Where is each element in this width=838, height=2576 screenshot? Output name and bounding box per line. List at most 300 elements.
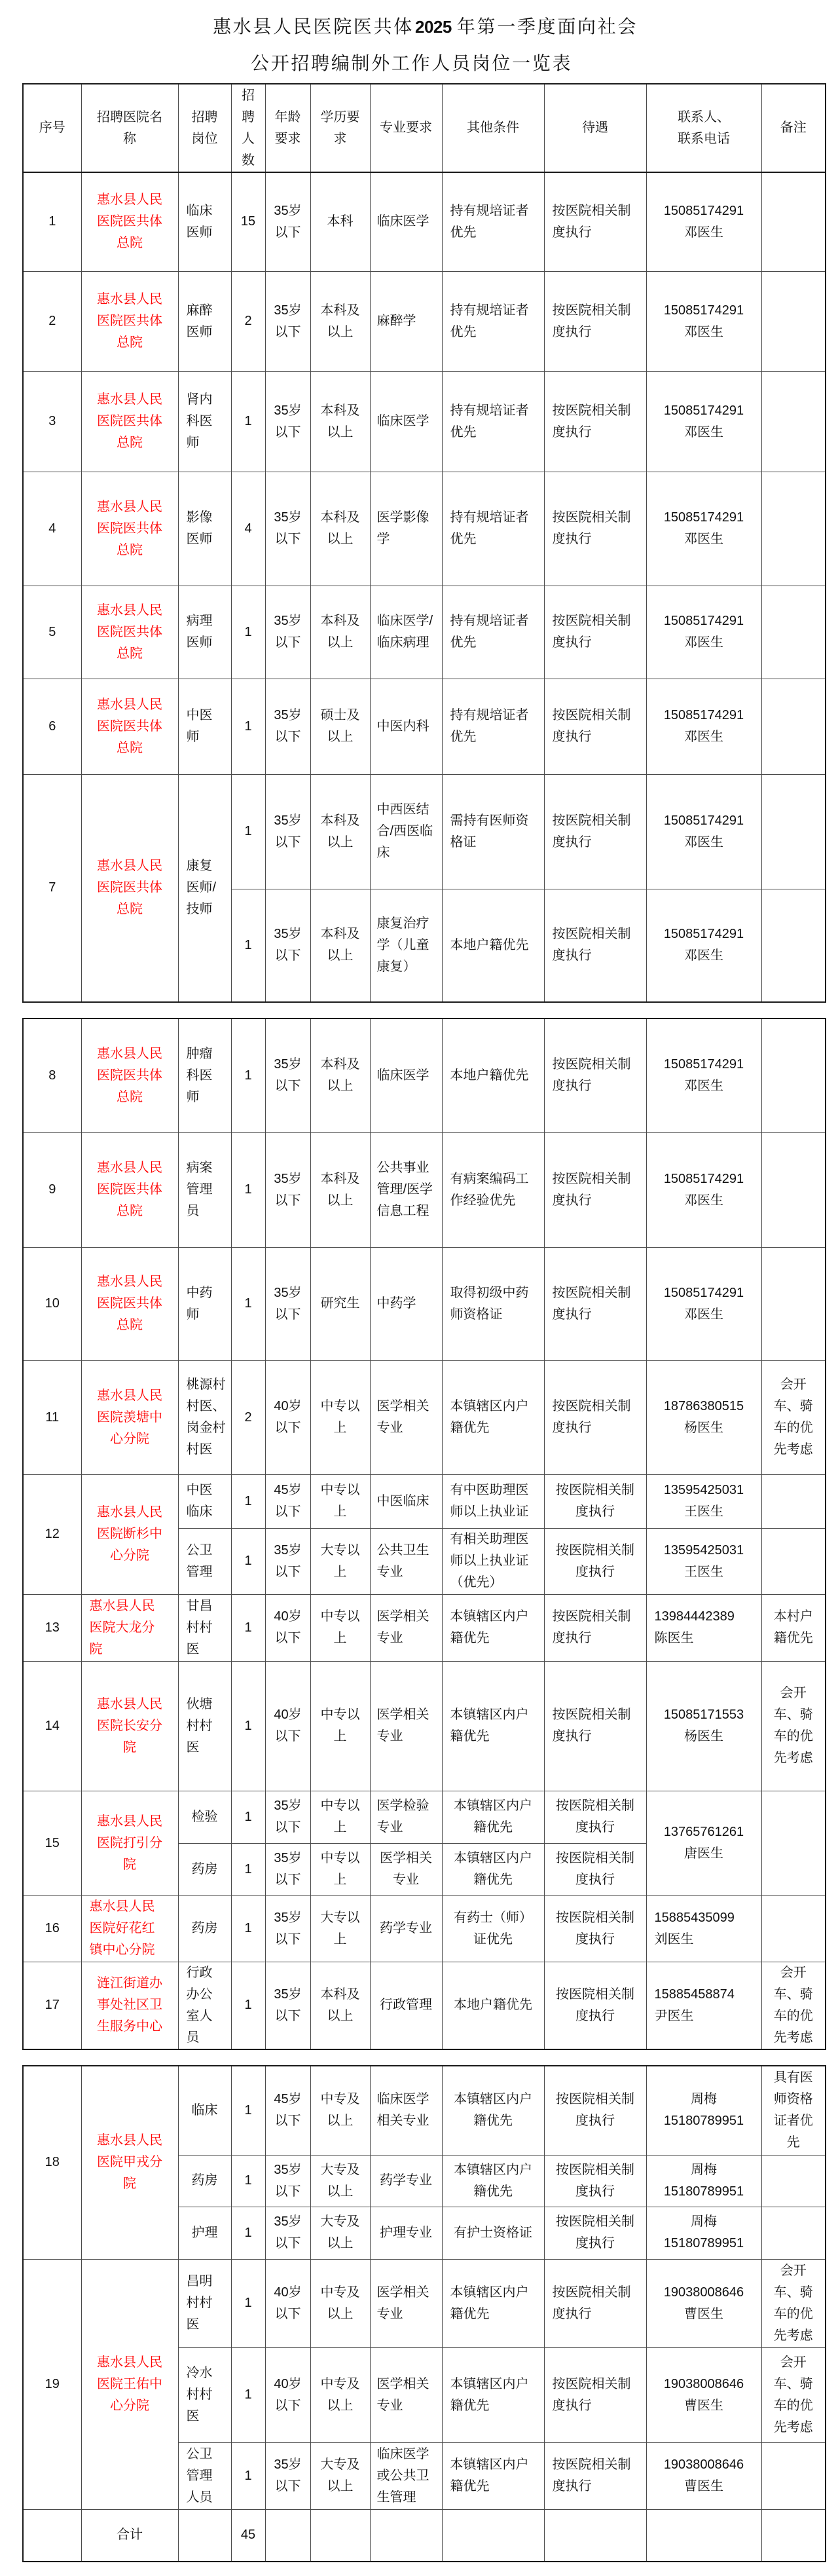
hospital-cell: 惠水县人民医院医共体总院 [81, 1247, 178, 1360]
contact-cell [646, 1132, 761, 1247]
count-cell: 1 [231, 1962, 265, 2049]
major-cell: 康复治疗学（儿童康复） [370, 889, 442, 1002]
contact-name: 曹医生 [684, 2479, 723, 2493]
seq-cell: 18 [23, 2066, 81, 2259]
contact-cell [646, 1474, 761, 1528]
position-cell: 病案管理员 [178, 1132, 231, 1247]
treatment-cell: 按医院相关制度执行 [544, 1843, 646, 1895]
total-row [23, 2509, 826, 2562]
remark-cell [761, 1247, 826, 1360]
contact-cell [646, 1895, 761, 1962]
position-cell: 肾内科医师 [178, 371, 231, 472]
count-cell: 1 [231, 2207, 265, 2259]
treatment-cell: 按医院相关制度执行 [544, 1018, 646, 1132]
contact-cell [646, 472, 761, 586]
table-header-row [23, 84, 826, 172]
contact-phone: 13765761261 [663, 1825, 744, 1839]
education-cell: 中专及以上 [310, 2066, 370, 2155]
other-conditions-cell: 有药士（师）证优先 [442, 1895, 544, 1962]
total-empty-cell [310, 2509, 370, 2562]
age-cell: 35岁以下 [265, 774, 310, 889]
seq-cell: 9 [23, 1132, 81, 1247]
age-cell: 35岁以下 [265, 1528, 310, 1594]
position-cell: 临床 [178, 2066, 231, 2155]
education-cell: 大专及以上 [310, 2442, 370, 2509]
education-cell: 大专及以上 [310, 2207, 370, 2259]
header-treatment: 待遇 [544, 84, 646, 172]
table-row [23, 774, 826, 889]
total-label: 合计 [81, 2509, 178, 2562]
major-cell: 中药学 [370, 1247, 442, 1360]
count-cell: 1 [231, 1247, 265, 1360]
hospital-cell: 惠水县人民医院好花红镇中心分院 [81, 1895, 178, 1962]
age-cell: 45岁以下 [265, 1474, 310, 1528]
contact-name: 邓医生 [684, 532, 723, 546]
contact-name: 邓医生 [684, 1079, 723, 1094]
education-cell: 大专及以上 [310, 2155, 370, 2207]
other-conditions-cell: 本镇辖区内户籍优先 [442, 1791, 544, 1843]
contact-name: 邓医生 [684, 1307, 723, 1322]
header-contact-phone: 联系电话 [678, 131, 730, 146]
table-row [23, 1791, 826, 1843]
remark-cell [761, 889, 826, 1002]
major-cell: 中西医结合/西医临床 [370, 774, 442, 889]
position-cell: 伙塘村村医 [178, 1661, 231, 1791]
treatment-cell: 按医院相关制度执行 [544, 2207, 646, 2259]
header-contact [646, 84, 761, 172]
major-cell: 医学相关专业 [370, 1661, 442, 1791]
count-cell: 1 [231, 1528, 265, 1594]
total-seq-cell [23, 2509, 81, 2562]
remark-cell: 会开车、骑车的优先考虑 [761, 1661, 826, 1791]
remark-cell: 会开车、骑车的优先考虑 [761, 1962, 826, 2049]
header-contact-person: 联系人、 [678, 109, 730, 124]
other-conditions-cell: 本地户籍优先 [442, 889, 544, 1002]
contact-cell [646, 1018, 761, 1132]
remark-cell [761, 1791, 826, 1895]
page-title [213, 16, 638, 39]
total-empty-cell [265, 2509, 310, 2562]
contact-cell [646, 2442, 761, 2509]
contact-phone: 15180789951 [663, 2236, 744, 2250]
age-cell: 35岁以下 [265, 1962, 310, 2049]
remark-cell [761, 774, 826, 889]
other-conditions-cell: 持有规培证者优先 [442, 586, 544, 679]
treatment-cell: 按医院相关制度执行 [544, 1360, 646, 1474]
contact-cell [646, 1360, 761, 1474]
treatment-cell: 按医院相关制度执行 [544, 2155, 646, 2207]
major-cell: 临床医学 [370, 1018, 442, 1132]
contact-cell [646, 2207, 761, 2259]
contact-cell [646, 2066, 761, 2155]
education-cell: 硕士及以上 [310, 679, 370, 774]
position-cell: 康复医师/技师 [178, 774, 231, 1002]
major-cell: 公共卫生专业 [370, 1528, 442, 1594]
table-row [23, 1360, 826, 1474]
age-cell: 40岁以下 [265, 1360, 310, 1474]
education-cell: 本科 [310, 172, 370, 271]
contact-cell [646, 1661, 761, 1791]
hospital-cell: 惠水县人民医院大龙分院 [81, 1594, 178, 1661]
table-row [23, 172, 826, 271]
age-cell: 35岁以下 [265, 1132, 310, 1247]
hospital-cell: 惠水县人民医院医共体总院 [81, 586, 178, 679]
contact-cell [646, 2259, 761, 2347]
age-cell: 35岁以下 [265, 172, 310, 271]
header-remark: 备注 [761, 84, 826, 172]
count-cell: 1 [231, 1895, 265, 1962]
age-cell: 35岁以下 [265, 2155, 310, 2207]
remark-cell [761, 679, 826, 774]
contact-phone: 15085174291 [663, 708, 744, 722]
total-empty-cell [370, 2509, 442, 2562]
age-cell: 40岁以下 [265, 1661, 310, 1791]
age-cell: 35岁以下 [265, 1843, 310, 1895]
position-cell: 桃源村村医、岗金村村医 [178, 1360, 231, 1474]
positions-table-part-3 [22, 2065, 826, 2562]
contact-cell [646, 679, 761, 774]
major-cell: 临床医学 [370, 172, 442, 271]
education-cell: 研究生 [310, 1247, 370, 1360]
contact-name: 邓医生 [684, 424, 723, 439]
hospital-cell: 惠水县人民医院医共体总院 [81, 679, 178, 774]
contact-phone: 15180789951 [663, 2184, 744, 2199]
age-cell: 35岁以下 [265, 1791, 310, 1843]
treatment-cell: 按医院相关制度执行 [544, 1594, 646, 1661]
total-empty-cell [761, 2509, 826, 2562]
other-conditions-cell: 本镇辖区内户籍优先 [442, 2155, 544, 2207]
contact-cell [646, 1791, 761, 1895]
education-cell: 本科及以上 [310, 1962, 370, 2049]
header-other: 其他条件 [442, 84, 544, 172]
other-conditions-cell: 本地户籍优先 [442, 1962, 544, 2049]
contact-phone: 15085174291 [663, 813, 744, 828]
contact-name: 杨医生 [684, 1421, 723, 1435]
position-cell: 冷水村村医 [178, 2347, 231, 2442]
count-cell: 1 [231, 1594, 265, 1661]
treatment-cell: 按医院相关制度执行 [544, 2259, 646, 2347]
contact-phone: 15085174291 [663, 1057, 744, 1072]
contact-phone: 15085174291 [663, 510, 744, 525]
hospital-cell: 惠水县人民医院医共体总院 [81, 371, 178, 472]
seq-cell: 2 [23, 271, 81, 371]
count-cell: 1 [231, 2442, 265, 2509]
contact-cell [646, 1594, 761, 1661]
contact-name: 邓医生 [684, 1193, 723, 1208]
seq-cell: 13 [23, 1594, 81, 1661]
contact-cell [646, 1962, 761, 2049]
education-cell: 中专及以上 [310, 2347, 370, 2442]
other-conditions-cell: 有中医助理医师以上执业证 [442, 1474, 544, 1528]
table-row [23, 1474, 826, 1528]
table-row [23, 1962, 826, 2049]
hospital-cell: 惠水县人民医院甲戎分院 [81, 2066, 178, 2259]
other-conditions-cell: 本镇辖区内户籍优先 [442, 1594, 544, 1661]
age-cell: 35岁以下 [265, 889, 310, 1002]
contact-phone: 15085171553 [663, 1708, 744, 1722]
age-cell: 40岁以下 [265, 1594, 310, 1661]
major-cell: 药学专业 [370, 1895, 442, 1962]
major-cell: 医学检验专业 [370, 1791, 442, 1843]
remark-cell [761, 1132, 826, 1247]
major-cell: 医学相关专业 [370, 1360, 442, 1474]
contact-name: 周梅 [691, 2092, 717, 2107]
major-cell: 药学专业 [370, 2155, 442, 2207]
position-cell: 药房 [178, 1843, 231, 1895]
count-cell: 2 [231, 1360, 265, 1474]
treatment-cell: 按医院相关制度执行 [544, 774, 646, 889]
age-cell: 35岁以下 [265, 2442, 310, 2509]
age-cell: 40岁以下 [265, 2347, 310, 2442]
treatment-cell: 按医院相关制度执行 [544, 1474, 646, 1528]
age-cell: 35岁以下 [265, 1247, 310, 1360]
other-conditions-cell: 持有规培证者优先 [442, 472, 544, 586]
position-cell: 公卫管理 [178, 1528, 231, 1594]
seq-cell: 1 [23, 172, 81, 271]
position-cell: 中医临床 [178, 1474, 231, 1528]
contact-phone: 15085174291 [663, 927, 744, 942]
contact-name: 邓医生 [684, 834, 723, 849]
other-conditions-cell: 持有规培证者优先 [442, 172, 544, 271]
position-cell: 甘昌村村医 [178, 1594, 231, 1661]
age-cell: 35岁以下 [265, 679, 310, 774]
other-conditions-cell: 取得初级中药师资格证 [442, 1247, 544, 1360]
contact-cell [646, 2155, 761, 2207]
age-cell: 35岁以下 [265, 371, 310, 472]
education-cell: 中专以上 [310, 1661, 370, 1791]
age-cell: 45岁以下 [265, 2066, 310, 2155]
contact-phone: 15885435099 [654, 1910, 735, 1925]
remark-cell: 本村户籍优先 [761, 1594, 826, 1661]
treatment-cell: 按医院相关制度执行 [544, 1528, 646, 1594]
major-cell: 临床医学相关专业 [370, 2066, 442, 2155]
count-cell: 1 [231, 2155, 265, 2207]
count-cell: 1 [231, 2066, 265, 2155]
seq-cell: 5 [23, 586, 81, 679]
table-row [23, 271, 826, 371]
contact-phone: 15085174291 [663, 1285, 744, 1300]
position-cell: 药房 [178, 2155, 231, 2207]
contact-cell [646, 2347, 761, 2442]
table-row [23, 2259, 826, 2347]
contact-name: 曹医生 [684, 2306, 723, 2321]
education-cell: 本科及以上 [310, 774, 370, 889]
education-cell: 中专以上 [310, 1843, 370, 1895]
other-conditions-cell: 本镇辖区内户籍优先 [442, 1360, 544, 1474]
hospital-cell: 惠水县人民医院医共体总院 [81, 774, 178, 1002]
hospital-cell: 惠水县人民医院羡塘中心分院 [81, 1360, 178, 1474]
age-cell: 35岁以下 [265, 586, 310, 679]
remark-cell [761, 2207, 826, 2259]
total-empty-cell [544, 2509, 646, 2562]
contact-phone: 13595425031 [663, 1542, 744, 1558]
seq-cell: 17 [23, 1962, 81, 2049]
major-cell: 中医内科 [370, 679, 442, 774]
count-cell: 1 [231, 1661, 265, 1791]
remark-cell [761, 472, 826, 586]
other-conditions-cell: 本镇辖区内户籍优先 [442, 2442, 544, 2509]
title-suffix: 年第一季度面向社会 [456, 17, 638, 37]
contact-name: 邓医生 [684, 225, 723, 240]
header-education: 学历要求 [310, 84, 370, 172]
seq-cell: 10 [23, 1247, 81, 1360]
header-seq: 序号 [23, 84, 81, 172]
count-cell: 1 [231, 2347, 265, 2442]
contact-name: 王医生 [684, 1504, 723, 1519]
hospital-cell: 惠水县人民医院医共体总院 [81, 271, 178, 371]
education-cell: 中专以上 [310, 1474, 370, 1528]
contact-name: 周梅 [691, 2214, 717, 2229]
seq-cell: 19 [23, 2259, 81, 2509]
major-cell: 护理专业 [370, 2207, 442, 2259]
table-row [23, 2066, 826, 2155]
contact-phone: 15180789951 [663, 2114, 744, 2129]
major-cell: 医学相关专业 [370, 1594, 442, 1661]
contact-phone: 15885458874 [654, 1987, 735, 2002]
other-conditions-cell: 本镇辖区内户籍优先 [442, 2347, 544, 2442]
table-row [23, 371, 826, 472]
position-cell: 肿瘤科医师 [178, 1018, 231, 1132]
count-cell: 4 [231, 472, 265, 586]
other-conditions-cell: 本镇辖区内户籍优先 [442, 1843, 544, 1895]
other-conditions-cell: 持有规培证者优先 [442, 679, 544, 774]
major-cell: 临床医学 [370, 371, 442, 472]
seq-cell: 11 [23, 1360, 81, 1474]
table-row [23, 1661, 826, 1791]
remark-cell [761, 1018, 826, 1132]
position-cell: 麻醉医师 [178, 271, 231, 371]
treatment-cell: 按医院相关制度执行 [544, 472, 646, 586]
treatment-cell: 按医院相关制度执行 [544, 1962, 646, 2049]
other-conditions-cell: 有相关助理医师以上执业证（优先） [442, 1528, 544, 1594]
contact-name: 邓医生 [684, 635, 723, 650]
age-cell: 40岁以下 [265, 2259, 310, 2347]
position-cell: 中药师 [178, 1247, 231, 1360]
education-cell: 大专以上 [310, 1895, 370, 1962]
remark-cell: 会开车、骑车的优先考虑 [761, 1360, 826, 1474]
treatment-cell: 按医院相关制度执行 [544, 889, 646, 1002]
table-row [23, 472, 826, 586]
hospital-cell: 涟江街道办事处社区卫生服务中心 [81, 1962, 178, 2049]
treatment-cell: 按医院相关制度执行 [544, 271, 646, 371]
position-cell: 公卫管理人员 [178, 2442, 231, 2509]
major-cell: 临床医学/临床病理 [370, 586, 442, 679]
seq-cell: 14 [23, 1661, 81, 1791]
contact-cell [646, 586, 761, 679]
remark-cell [761, 2155, 826, 2207]
hospital-cell: 惠水县人民医院打引分院 [81, 1791, 178, 1895]
major-cell: 医学相关专业 [370, 1843, 442, 1895]
other-conditions-cell: 需持有医师资格证 [442, 774, 544, 889]
other-conditions-cell: 本地户籍优先 [442, 1018, 544, 1132]
treatment-cell: 按医院相关制度执行 [544, 1661, 646, 1791]
page-subtitle: 公开招聘编制外工作人员岗位一览表 [251, 54, 573, 74]
count-cell: 1 [231, 679, 265, 774]
education-cell: 本科及以上 [310, 586, 370, 679]
education-cell: 本科及以上 [310, 271, 370, 371]
age-cell: 35岁以下 [265, 1895, 310, 1962]
table-row [23, 1132, 826, 1247]
contact-name: 周梅 [691, 2162, 717, 2177]
seq-cell: 7 [23, 774, 81, 1002]
positions-table-part-2 [22, 1018, 826, 2050]
count-cell: 1 [231, 2259, 265, 2347]
treatment-cell: 按医院相关制度执行 [544, 371, 646, 472]
education-cell: 本科及以上 [310, 371, 370, 472]
contact-cell [646, 371, 761, 472]
major-cell: 医学相关专业 [370, 2259, 442, 2347]
table-row [23, 1594, 826, 1661]
count-cell: 15 [231, 172, 265, 271]
position-cell: 昌明村村医 [178, 2259, 231, 2347]
position-cell: 药房 [178, 1895, 231, 1962]
remark-cell [761, 586, 826, 679]
contact-phone: 19038008646 [663, 2285, 744, 2300]
major-cell: 临床医学或公共卫生管理 [370, 2442, 442, 2509]
remark-cell [761, 1528, 826, 1594]
education-cell: 中专以上 [310, 1594, 370, 1661]
seq-cell: 6 [23, 679, 81, 774]
remark-cell: 会开车、骑车的优先考虑 [761, 2347, 826, 2442]
treatment-cell: 按医院相关制度执行 [544, 1895, 646, 1962]
hospital-cell: 惠水县人民医院医共体总院 [81, 172, 178, 271]
position-cell: 临床医师 [178, 172, 231, 271]
treatment-cell: 按医院相关制度执行 [544, 1247, 646, 1360]
age-cell: 35岁以下 [265, 2207, 310, 2259]
remark-cell [761, 172, 826, 271]
remark-cell [761, 1474, 826, 1528]
education-cell: 大专以上 [310, 1528, 370, 1594]
age-cell: 35岁以下 [265, 1018, 310, 1132]
remark-cell [761, 271, 826, 371]
hospital-cell: 惠水县人民医院断杉中心分院 [81, 1474, 178, 1594]
contact-cell [646, 1528, 761, 1594]
contact-name: 曹医生 [684, 2398, 723, 2413]
remark-cell [761, 1895, 826, 1962]
education-cell: 中专以上 [310, 1360, 370, 1474]
table-row [23, 679, 826, 774]
hospital-cell: 惠水县人民医院医共体总院 [81, 1132, 178, 1247]
treatment-cell: 按医院相关制度执行 [544, 2066, 646, 2155]
position-cell: 病理医师 [178, 586, 231, 679]
hospital-cell: 惠水县人民医院长安分院 [81, 1661, 178, 1791]
contact-phone: 19038008646 [663, 2457, 744, 2472]
contact-phone: 15085174291 [663, 614, 744, 628]
major-cell: 行政管理 [370, 1962, 442, 2049]
total-empty-cell [646, 2509, 761, 2562]
contact-cell [646, 889, 761, 1002]
contact-name: 杨医生 [684, 1729, 723, 1744]
position-cell: 中医师 [178, 679, 231, 774]
count-cell: 1 [231, 889, 265, 1002]
header-hospital: 招聘医院名称 [81, 84, 178, 172]
contact-phone: 15085174291 [663, 203, 744, 218]
count-cell: 1 [231, 1791, 265, 1843]
treatment-cell: 按医院相关制度执行 [544, 679, 646, 774]
seq-cell: 4 [23, 472, 81, 586]
treatment-cell: 按医院相关制度执行 [544, 172, 646, 271]
count-cell: 1 [231, 371, 265, 472]
contact-phone: 15085174291 [663, 303, 744, 318]
age-cell: 35岁以下 [265, 472, 310, 586]
other-conditions-cell: 持有规培证者优先 [442, 271, 544, 371]
table-row [23, 586, 826, 679]
total-count: 45 [231, 2509, 265, 2562]
position-cell: 行政办公室人员 [178, 1962, 231, 2049]
positions-table-part-1 [22, 83, 826, 1003]
other-conditions-cell: 本镇辖区内户籍优先 [442, 2066, 544, 2155]
table-row [23, 1018, 826, 1132]
